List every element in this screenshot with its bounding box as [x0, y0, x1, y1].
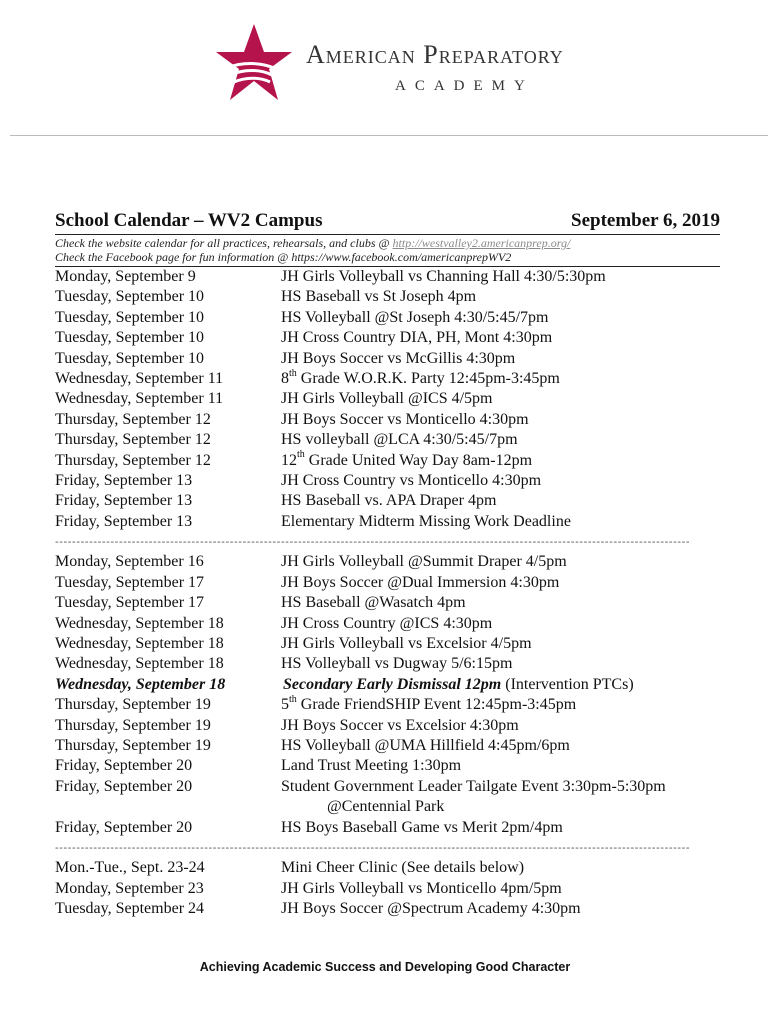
calendar-row	[55, 736, 725, 756]
early-dismissal-text: Secondary Early Dismissal 12pm	[283, 675, 502, 693]
event-description: JH Cross Country vs Monticello 4:30pm	[281, 471, 542, 489]
header-divider	[10, 135, 768, 136]
week-divider-line: -----------------------------------------------------------------------------------------------------------------------------------------------------	[55, 536, 691, 549]
calendar-row	[55, 593, 725, 613]
event-day: Friday, September 20	[55, 757, 193, 775]
calendar-row-early-dismissal	[55, 675, 725, 695]
calendar-row	[55, 716, 725, 736]
event-day: Wednesday, September 11	[55, 390, 224, 408]
calendar-row	[55, 349, 725, 369]
calendar-row	[55, 287, 725, 307]
calendar-row	[55, 573, 725, 593]
event-description: JH Girls Volleyball vs Channing Hall 4:30/5:30pm	[281, 268, 606, 285]
calendar-row-continuation	[55, 797, 725, 817]
calendar-row	[55, 308, 725, 328]
website-note	[55, 236, 570, 251]
calendar-row	[55, 430, 725, 450]
calendar-row	[55, 410, 725, 430]
event-day: Friday, September 13	[55, 471, 193, 489]
event-day: Wednesday, September 18	[55, 655, 224, 673]
event-day: Wednesday, September 18	[55, 635, 224, 653]
event-day: Friday, September 13	[55, 512, 193, 530]
event-ordinal: th	[289, 367, 297, 379]
event-day: Tuesday, September 10	[55, 349, 205, 367]
event-description: JH Boys Soccer @Dual Immersion 4:30pm	[281, 573, 560, 591]
event-day: Tuesday, September 17	[55, 594, 205, 612]
event-description: JH Girls Volleyball @ICS 4/5pm	[281, 390, 493, 408]
event-day: Monday, September 23	[55, 879, 204, 897]
event-day: Friday, September 20	[55, 777, 193, 795]
calendar-row	[55, 858, 725, 878]
event-location: @Centennial Park	[327, 798, 445, 816]
calendar-row	[55, 512, 725, 532]
page-title: School Calendar – WV2 Campus	[55, 210, 323, 231]
event-description: JH Girls Volleyball @Summit Draper 4/5pm	[281, 553, 567, 571]
calendar-list	[55, 267, 725, 920]
brand-name: American Preparatory	[306, 40, 564, 69]
event-day: Monday, September 16	[55, 553, 204, 571]
calendar-row	[55, 777, 725, 797]
event-description: HS Baseball vs St Joseph 4pm	[281, 288, 477, 306]
event-description: JH Boys Soccer vs Monticello 4:30pm	[281, 410, 529, 428]
event-day: Thursday, September 19	[55, 716, 211, 734]
event-day: Thursday, September 12	[55, 431, 211, 449]
calendar-title-row	[55, 210, 720, 235]
event-day: Thursday, September 19	[55, 696, 211, 714]
calendar-row	[55, 552, 725, 572]
event-description: JH Cross Country DIA, PH, Mont 4:30pm	[281, 329, 553, 347]
event-description: HS Boys Baseball Game vs Merit 2pm/4pm	[281, 818, 563, 836]
event-description: HS Volleyball @UMA Hillfield 4:45pm/6pm	[281, 736, 570, 754]
calendar-date: September 6, 2019	[571, 210, 720, 231]
footer-tagline: Achieving Academic Success and Developing Good Character	[199, 960, 571, 974]
event-day: Mon.-Tue., Sept. 23-24	[55, 859, 205, 877]
event-description: JH Girls Volleyball vs Monticello 4pm/5pm	[281, 879, 562, 897]
calendar-row	[55, 614, 725, 634]
week-divider	[55, 532, 725, 552]
event-day: Tuesday, September 17	[55, 573, 205, 591]
calendar-row	[55, 328, 725, 348]
calendar-row	[55, 369, 725, 389]
event-description: JH Cross Country @ICS 4:30pm	[281, 614, 493, 632]
event-day: Thursday, September 19	[55, 736, 211, 754]
academy-star-logo-icon	[212, 24, 292, 100]
event-text: Grade FriendSHIP Event 12:45pm-3:45pm	[296, 696, 577, 714]
website-note-text: Check the website calendar for all practices, rehearsals, and clubs @	[55, 236, 393, 250]
event-description: JH Boys Soccer @Spectrum Academy 4:30pm	[281, 900, 581, 918]
calendar-row	[55, 491, 725, 511]
event-description: JH Girls Volleyball vs Excelsior 4/5pm	[281, 635, 532, 653]
calendar-row	[55, 389, 725, 409]
event-number: 12	[281, 451, 297, 469]
event-description	[281, 675, 634, 695]
event-day: Wednesday, September 18	[55, 675, 226, 693]
week-divider-line: -----------------------------------------------------------------------------------------------------------------------------------------------------	[55, 841, 691, 854]
event-day: Monday, September 9	[55, 268, 196, 285]
website-link[interactable]: http://westvalley2.americanprep.org/	[392, 236, 571, 250]
event-description	[281, 369, 560, 389]
event-day: Thursday, September 12	[55, 410, 211, 428]
facebook-note: Check the Facebook page for fun information @ https://www.facebook.com/americanprepWV2	[55, 250, 720, 267]
calendar-row	[55, 695, 725, 715]
calendar-row	[55, 634, 725, 654]
event-ordinal: th	[297, 449, 305, 461]
event-day: Tuesday, September 10	[55, 329, 205, 347]
event-description: JH Boys Soccer vs McGillis 4:30pm	[281, 349, 516, 367]
event-day: Wednesday, September 11	[55, 369, 224, 387]
event-description: Mini Cheer Clinic (See details below)	[281, 859, 525, 877]
event-description: Land Trust Meeting 1:30pm	[281, 757, 462, 775]
event-description: Elementary Midterm Missing Work Deadline	[281, 512, 571, 530]
calendar-row	[55, 654, 725, 674]
event-description	[281, 451, 532, 471]
event-day: Friday, September 20	[55, 818, 193, 836]
calendar-row	[55, 471, 725, 491]
calendar-row	[55, 756, 725, 776]
calendar-row	[55, 879, 725, 899]
calendar-row	[55, 267, 725, 287]
event-day: Tuesday, September 24	[55, 900, 205, 918]
event-description: JH Boys Soccer vs Excelsior 4:30pm	[281, 716, 519, 734]
week-divider	[55, 838, 725, 858]
event-number: 8	[281, 369, 289, 387]
event-text: Grade United Way Day 8am-12pm	[304, 451, 533, 469]
event-description: HS Baseball vs. APA Draper 4pm	[281, 492, 497, 510]
calendar-row	[55, 451, 725, 471]
calendar-row	[55, 899, 725, 919]
event-day: Wednesday, September 18	[55, 614, 224, 632]
event-description: Student Government Leader Tailgate Event 3:30pm-5:30pm	[281, 777, 666, 795]
event-description: HS Baseball @Wasatch 4pm	[281, 594, 466, 612]
event-day: Thursday, September 12	[55, 451, 211, 469]
calendar-row	[55, 818, 725, 838]
event-day: Tuesday, September 10	[55, 308, 205, 326]
event-day: Friday, September 13	[55, 492, 193, 510]
event-day: Tuesday, September 10	[55, 288, 205, 306]
event-description: HS volleyball @LCA 4:30/5:45/7pm	[281, 431, 518, 449]
event-number: 5	[281, 696, 289, 714]
event-description: HS Volleyball vs Dugway 5/6:15pm	[281, 655, 513, 673]
brand-subtitle: ACADEMY	[395, 78, 534, 94]
event-ordinal: th	[289, 693, 297, 705]
event-description: HS Volleyball @St Joseph 4:30/5:45/7pm	[281, 308, 549, 326]
event-description	[281, 695, 576, 715]
event-text: Grade W.O.R.K. Party 12:45pm-3:45pm	[296, 369, 560, 387]
event-text: (Intervention PTCs)	[501, 675, 634, 693]
